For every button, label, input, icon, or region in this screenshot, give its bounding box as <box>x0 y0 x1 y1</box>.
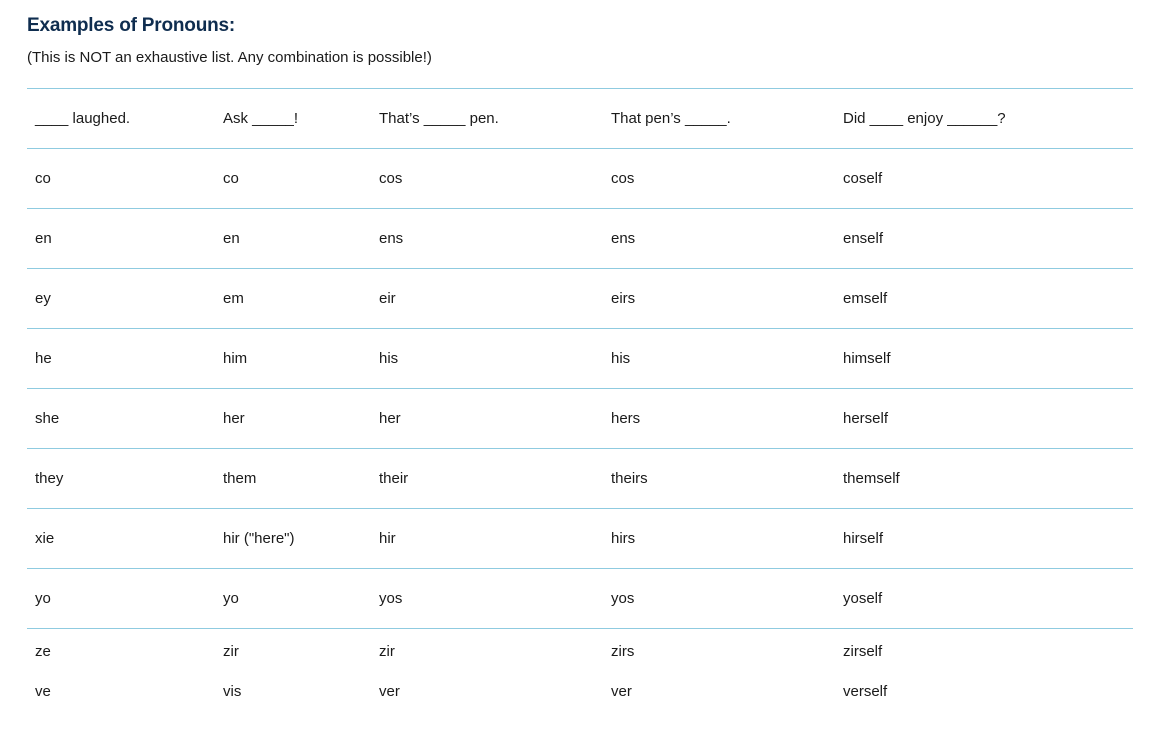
header-possessive-pronoun: That pen’s _____. <box>611 110 731 127</box>
table-row <box>27 329 1133 389</box>
cell-possessive-determiner: his <box>379 350 399 367</box>
header-object: Ask _____! <box>223 110 299 127</box>
cell-possessive-pronoun: ver <box>611 682 632 700</box>
cell-object: her <box>223 410 245 427</box>
cell-possessive-pronoun: zirs <box>611 643 635 661</box>
cell-reflexive: zirself <box>843 643 883 661</box>
cell-subject: co <box>35 170 51 187</box>
cell-possessive-determiner: her <box>379 410 401 427</box>
cell-object: co <box>223 170 239 187</box>
cell-possessive-pronoun: yos <box>611 590 635 607</box>
cell-possessive-determiner: hir <box>379 530 396 547</box>
cell-subject: xie <box>35 530 55 547</box>
cell-object: them <box>223 470 257 487</box>
cell-reflexive: yoself <box>843 590 883 607</box>
cell-reflexive: enself <box>843 230 884 247</box>
cell-reflexive: verself <box>843 682 888 700</box>
cell-reflexive: emself <box>843 290 888 307</box>
cell-reflexive: coself <box>843 170 883 187</box>
cell-reflexive: hirself <box>843 530 884 547</box>
cell-object: zir <box>223 643 239 661</box>
cell-possessive-pronoun: ens <box>611 230 636 247</box>
table-row <box>27 629 1133 675</box>
page-title: Examples of Pronouns: <box>27 15 236 36</box>
cell-possessive-determiner: their <box>379 470 409 487</box>
cell-object: yo <box>223 590 239 607</box>
cell-subject: ey <box>35 290 51 307</box>
cell-possessive-determiner: yos <box>379 590 403 607</box>
table-row <box>27 569 1133 629</box>
table-row <box>27 209 1133 269</box>
cell-possessive-pronoun: eirs <box>611 290 636 307</box>
cell-possessive-determiner: ver <box>379 682 400 700</box>
cell-reflexive: herself <box>843 410 889 427</box>
cell-subject: ve <box>35 682 51 700</box>
table-row <box>27 149 1133 209</box>
cell-possessive-pronoun: hirs <box>611 530 636 547</box>
cell-object: en <box>223 230 240 247</box>
table-row <box>27 269 1133 329</box>
cell-possessive-pronoun: cos <box>611 170 635 187</box>
cell-possessive-determiner: eir <box>379 290 396 307</box>
cell-object: hir ("here") <box>223 530 295 547</box>
table-header-row <box>27 89 1133 149</box>
cell-object: em <box>223 290 244 307</box>
cell-subject: yo <box>35 590 51 607</box>
table-row <box>27 675 1133 715</box>
cell-possessive-pronoun: theirs <box>611 470 648 487</box>
cell-object: him <box>223 350 248 367</box>
table-row <box>27 449 1133 509</box>
cell-subject: he <box>35 350 52 367</box>
header-possessive-determiner: That’s _____ pen. <box>379 110 499 127</box>
pronoun-table <box>27 88 1133 715</box>
table-row <box>27 389 1133 449</box>
cell-possessive-determiner: cos <box>379 170 403 187</box>
cell-possessive-determiner: zir <box>379 643 395 661</box>
cell-subject: they <box>35 470 64 487</box>
cell-reflexive: themself <box>843 470 900 487</box>
header-subject: ____ laughed. <box>35 110 131 127</box>
cell-reflexive: himself <box>843 350 891 367</box>
page-subtitle: (This is NOT an exhaustive list. Any combination is possible!) <box>27 49 432 66</box>
cell-subject: ze <box>35 643 51 661</box>
header-reflexive: Did ____ enjoy ______? <box>843 110 1006 127</box>
cell-subject: en <box>35 230 52 247</box>
cell-subject: she <box>35 410 60 427</box>
cell-object: vis <box>223 682 242 700</box>
cell-possessive-determiner: ens <box>379 230 404 247</box>
cell-possessive-pronoun: his <box>611 350 631 367</box>
cell-possessive-pronoun: hers <box>611 410 641 427</box>
table-row <box>27 509 1133 569</box>
